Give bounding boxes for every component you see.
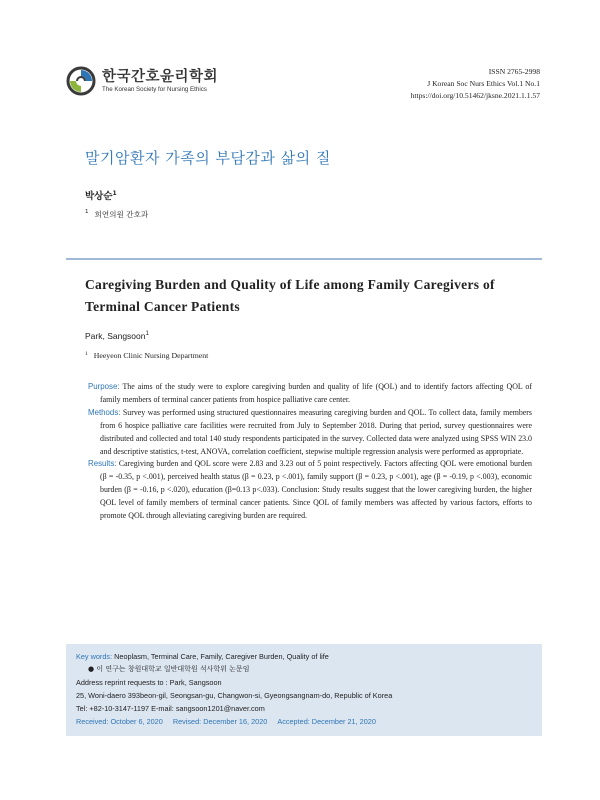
methods-text: Survey was performed using structured questionnaires measuring caregiving burden and QOL. To collect data, family members from 6 hospice palliative care facilities were recruited from July to September 2018. During that period, survey questionnaires were distributed and collected and total 140 study respondents participated in the survey. Collected data were analyzed using SPSS WIN 23.0 and descriptive statistics, t-test, ANOVA, correlation coefficient, stepwise multiple regression analysis were performed as appropriate. [100, 407, 532, 456]
section-divider [66, 258, 542, 260]
contact: Tel: +82-10-3147-1197 E-mail: sangsoon1201@naver.com [76, 704, 265, 713]
english-author [85, 331, 149, 341]
received-date: Received: October 6, 2020 [76, 717, 163, 726]
abstract-purpose [88, 381, 532, 407]
english-author-name: Park, Sangsoon [85, 331, 146, 341]
korean-affiliation [85, 209, 148, 220]
accepted-date: Accepted: December 21, 2020 [277, 717, 376, 726]
korean-title: 말기암환자 가족의 부담감과 삶의 질 [85, 149, 331, 167]
society-emblem-icon [66, 66, 96, 96]
methods-label: Methods: [88, 407, 121, 417]
korean-author [85, 188, 117, 202]
conclusion-text: Study results suggest that the lower caregiving burden, the higher QOL level of family members of terminal cancer patients. Since QOL of family members was affected by various factors, efforts to promote QOL through alleviating caregiving burden are required. [100, 485, 532, 521]
abstract-methods [88, 407, 532, 459]
article-info-box [66, 644, 542, 736]
thesis-note: ● 이 연구는 창원대학교 일반대학원 석사학위 논문임 [88, 665, 250, 673]
conclusion-label: Conclusion: [279, 485, 320, 495]
purpose-text: The aims of the study were to explore caregiving burden and quality of life (QOL) and to identify factors affecting QOL of family members of terminal cancer patients from hospice palliative care center. [100, 382, 532, 404]
doi-link[interactable]: https://doi.org/10.51462/jksne.2021.1.1.57 [410, 91, 540, 100]
journal-meta [411, 66, 540, 102]
society-name-kr: 한국간호윤리학회 [102, 68, 219, 85]
english-affil-text: Heeyeon Clinic Nursing Department [93, 351, 209, 360]
journal-citation: J Korean Soc Nurs Ethics Vol.1 No.1 [427, 79, 540, 88]
korean-affil-sup: 1 [85, 209, 89, 215]
abstract [88, 381, 532, 523]
keywords [76, 650, 532, 663]
english-affiliation [85, 351, 208, 360]
article-dates [76, 715, 532, 728]
issn: ISSN 2765-2998 [488, 67, 540, 76]
korean-affil-text: 희연의원 간호과 [94, 210, 149, 219]
korean-author-sup: 1 [112, 189, 117, 197]
keywords-label: Key words: [76, 652, 113, 661]
english-title: Caregiving Burden and Quality of Life among Family Caregivers of Terminal Cancer Patients [85, 277, 495, 314]
society-name-en: The Korean Society for Nursing Ethics [102, 85, 207, 93]
results-label: Results: [88, 459, 117, 469]
english-affil-sup: 1 [85, 351, 88, 357]
korean-author-name: 박상순 [85, 191, 113, 202]
society-logo [66, 66, 218, 96]
reprint-request: Address reprint requests to : Park, Sangsoon [76, 678, 222, 687]
english-author-sup: 1 [145, 331, 149, 338]
results-text: Caregiving burden and QOL score were 2.83 and 3.23 out of 5 point respectively. Factors affecting QOL were emotional burden (β = -0.35, p <.001), perceived health status (β = 0.23, p <.001), family support (β = 0.23, p <.001), age (β = -0.19, p <.003), economic burden (β = -0.16, p <.020), education (β=0.13 p<.033). [100, 459, 532, 495]
keywords-text: Neoplasm, Terminal Care, Family, Caregiver Burden, Quality of life [112, 652, 329, 661]
abstract-results [88, 458, 532, 523]
address: 25, Woni-daero 393beon-gil, Seongsan-gu, Changwon-si, Gyeongsangnam-do, Republic of Korea [76, 691, 393, 700]
purpose-label: Purpose: [88, 382, 120, 391]
revised-date: Revised: December 16, 2020 [172, 717, 268, 726]
